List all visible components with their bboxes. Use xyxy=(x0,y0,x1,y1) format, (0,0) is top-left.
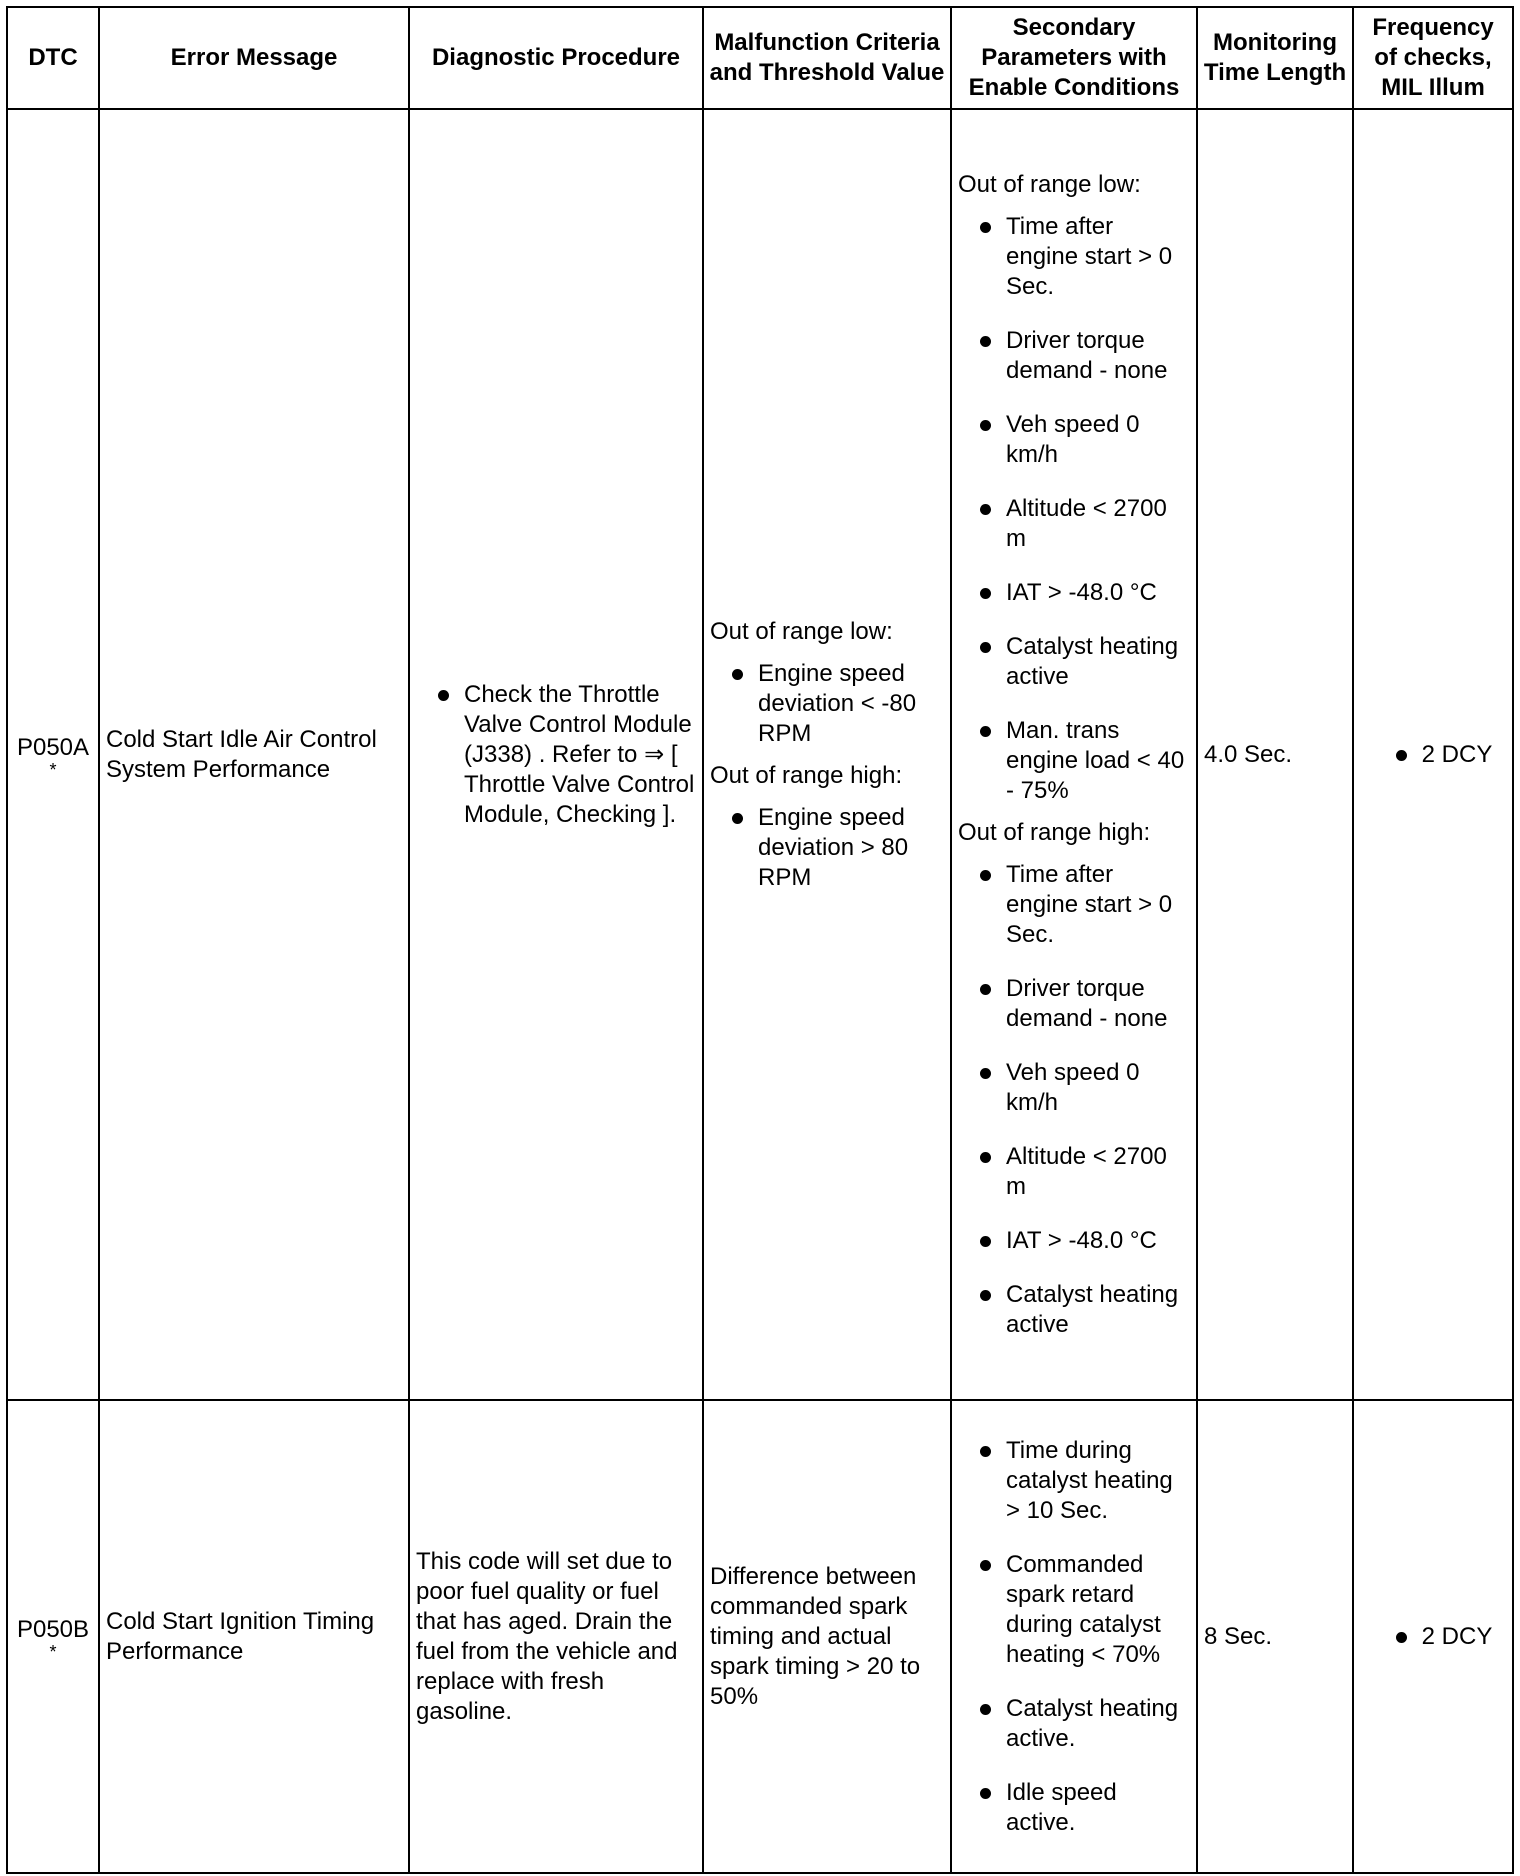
monitoring-time-cell: 8 Sec. xyxy=(1197,1400,1353,1873)
bullet-icon xyxy=(980,984,991,995)
criteria-cell xyxy=(703,109,951,1400)
dtc-code: P050B xyxy=(16,1615,90,1643)
bullet-icon xyxy=(980,420,991,431)
criteria-high-group xyxy=(710,761,944,893)
frequency-cell xyxy=(1353,1400,1513,1873)
error-message-cell: Cold Start Idle Air Control System Performance xyxy=(99,109,409,1400)
secondary-item: Altitude < 2700 m xyxy=(958,1142,1190,1202)
frequency-cell xyxy=(1353,109,1513,1400)
dtc-table xyxy=(6,6,1514,1874)
bullet-icon xyxy=(980,1560,991,1571)
dtc-asterisk: * xyxy=(49,759,57,780)
dtc-cell xyxy=(7,109,99,1400)
bullet-icon xyxy=(980,588,991,599)
criteria-low-title: Out of range low: xyxy=(710,617,893,645)
header-malfunction-criteria: Malfunction Criteria and Threshold Value xyxy=(703,7,951,109)
criteria-item: Engine speed deviation > 80 RPM xyxy=(710,803,944,893)
bullet-icon xyxy=(980,642,991,653)
criteria-item: Engine speed deviation < -80 RPM xyxy=(710,659,944,749)
header-dtc: DTC xyxy=(7,7,99,109)
bullet-icon xyxy=(980,726,991,737)
diagnostic-procedure-cell: This code will set due to poor fuel quality or fuel that has aged. Drain the fuel from the vehicle and replace with fresh gasoline. xyxy=(409,1400,703,1873)
header-frequency: Frequency of checks, MIL Illum xyxy=(1353,7,1513,109)
bullet-icon xyxy=(980,1068,991,1079)
bullet-icon xyxy=(980,1788,991,1799)
secondary-high-title: Out of range high: xyxy=(958,818,1151,846)
bullet-icon xyxy=(980,1236,991,1247)
secondary-item: Driver torque demand - none xyxy=(958,326,1190,386)
table-row xyxy=(7,109,1513,1400)
secondary-item: Catalyst heating active xyxy=(958,1280,1190,1340)
error-message-cell: Cold Start Ignition Timing Performance xyxy=(99,1400,409,1873)
bullet-icon xyxy=(438,690,449,701)
secondary-item: Idle speed active. xyxy=(958,1778,1190,1838)
bullet-icon xyxy=(980,336,991,347)
bullet-icon xyxy=(980,1704,991,1715)
bullet-icon xyxy=(980,870,991,881)
secondary-item: Driver torque demand - none xyxy=(958,974,1190,1034)
secondary-item: Altitude < 2700 m xyxy=(958,494,1190,554)
diagnostic-procedure-cell xyxy=(409,109,703,1400)
secondary-item: Time after engine start > 0 Sec. xyxy=(958,212,1190,302)
header-monitoring-time: Monitoring Time Length xyxy=(1197,7,1353,109)
secondary-item: IAT > -48.0 °C xyxy=(958,578,1190,608)
bullet-icon xyxy=(1396,750,1407,761)
bullet-icon xyxy=(732,813,743,824)
dtc-asterisk: * xyxy=(49,1641,57,1662)
criteria-high-title: Out of range high: xyxy=(710,761,903,789)
secondary-item: IAT > -48.0 °C xyxy=(958,1226,1190,1256)
header-diagnostic-procedure: Diagnostic Procedure xyxy=(409,7,703,109)
bullet-icon xyxy=(980,1152,991,1163)
dtc-code: P050A xyxy=(16,733,90,761)
bullet-icon xyxy=(980,222,991,233)
secondary-item: Man. trans engine load < 40 - 75% xyxy=(958,716,1190,806)
header-row xyxy=(7,7,1513,109)
table-row xyxy=(7,1400,1513,1873)
bullet-icon xyxy=(980,1446,991,1457)
bullet-icon xyxy=(980,1290,991,1301)
secondary-item: Commanded spark retard during catalyst heating < 70% xyxy=(958,1550,1190,1670)
bullet-icon xyxy=(1396,1632,1407,1643)
secondary-parameters-cell xyxy=(951,109,1197,1400)
header-error-message: Error Message xyxy=(99,7,409,109)
procedure-item: Check the Throttle Valve Control Module (J338) . Refer to ⇒ [ Throttle Valve Control Module, Checking ]. xyxy=(416,680,696,830)
secondary-item: Catalyst heating active xyxy=(958,632,1190,692)
secondary-low-title: Out of range low: xyxy=(958,170,1141,198)
secondary-item: Veh speed 0 km/h xyxy=(958,410,1190,470)
monitoring-time-cell: 4.0 Sec. xyxy=(1197,109,1353,1400)
dtc-cell xyxy=(7,1400,99,1873)
criteria-low-group xyxy=(710,617,944,749)
secondary-item: Veh speed 0 km/h xyxy=(958,1058,1190,1118)
secondary-item: Time during catalyst heating > 10 Sec. xyxy=(958,1436,1190,1526)
bullet-icon xyxy=(980,504,991,515)
frequency-item: 2 DCY xyxy=(1374,1622,1493,1652)
secondary-high-group xyxy=(958,818,1190,1340)
frequency-item: 2 DCY xyxy=(1374,740,1493,770)
secondary-low-group xyxy=(958,170,1190,806)
secondary-parameters-cell xyxy=(951,1400,1197,1873)
secondary-item: Time after engine start > 0 Sec. xyxy=(958,860,1190,950)
bullet-icon xyxy=(732,669,743,680)
secondary-item: Catalyst heating active. xyxy=(958,1694,1190,1754)
criteria-cell: Difference between commanded spark timing and actual spark timing > 20 to 50% xyxy=(703,1400,951,1873)
header-secondary-parameters: Secondary Parameters with Enable Conditions xyxy=(951,7,1197,109)
